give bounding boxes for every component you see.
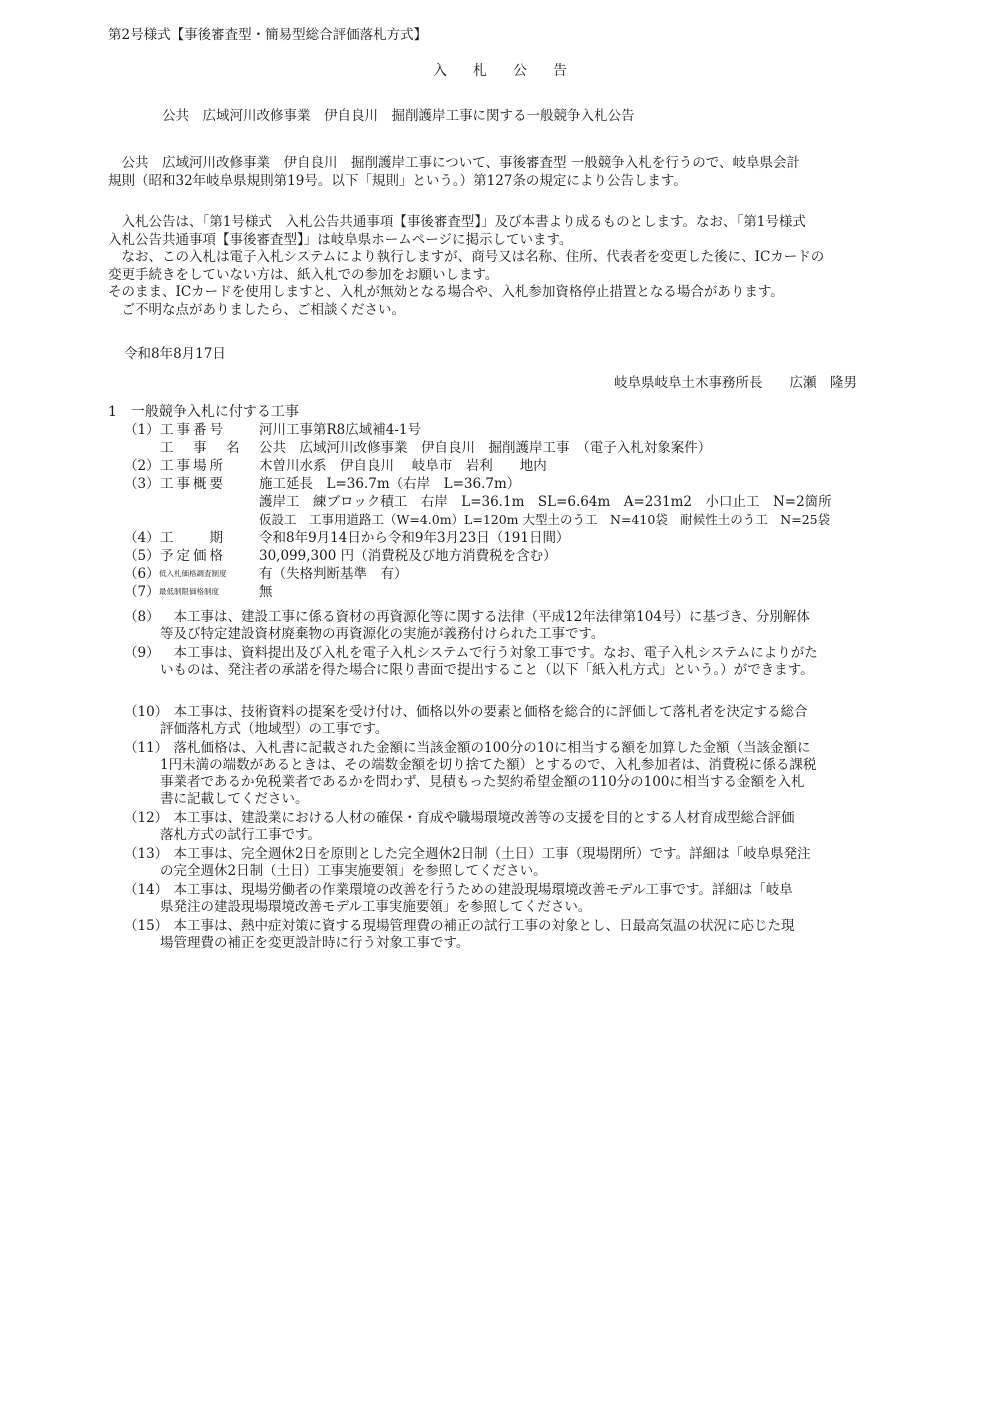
long-item-11 xyxy=(108,740,908,808)
item-line: 県発注の建設現場環境改善モデル工事実施要領」を参照してください。 xyxy=(160,899,592,915)
long-item-15 xyxy=(108,918,908,952)
item-number: （4） xyxy=(124,530,160,546)
item-line: 評価落札方式（地域型）の工事です。 xyxy=(160,721,389,737)
item-value: 公共 広域河川改修事業 伊自良川 掘削護岸工事 （電子入札対象案件） xyxy=(259,440,712,456)
long-item-list xyxy=(108,609,908,952)
item-1-name xyxy=(108,439,908,457)
item-line: いものは、発注者の承諾を得た場合に限り書面で提出すること（以下「紙入札方式」という。）ができます。 xyxy=(160,662,814,678)
item-value: 河川工事第R8広域補4-1号 xyxy=(259,422,421,438)
document-subtitle: 公共 広域河川改修事業 伊自良川 掘削護岸工事に関する一般競争入札公告 xyxy=(162,108,635,124)
item-value: 護岸工 練ブロック積工 右岸 L=36.1m SL=6.64m A=231m2 小口止工 N=2箇所 xyxy=(259,494,832,510)
item-number: （2） xyxy=(124,458,160,474)
item-value: 仮設工 工事用道路工（W=4.0m）L=120m 大型土のう工 N=410袋 耐候性土のう工 N=25袋 xyxy=(259,512,831,527)
item-label: 予定価格 xyxy=(160,548,226,564)
notice-line: ご不明な点がありましたら、ご相談ください。 xyxy=(108,301,405,318)
item-1 xyxy=(108,421,908,439)
item-line: 本工事は、資料提出及び入札を電子入札システムで行う対象工事です。なお、電子入札システムによりがた xyxy=(160,645,818,661)
item-line: 落札方式の試行工事です。 xyxy=(160,827,321,843)
item-line: 書に記載してください。 xyxy=(160,791,309,807)
long-item-13 xyxy=(108,846,908,880)
notice-line: なお、この入札は電子入札システムにより執行しますが、商号又は名称、住所、代表者を変更した後に、ICカードの xyxy=(108,249,825,265)
item-label: 工事番号 xyxy=(160,422,226,438)
item-line: の完全週休2日制（土日）工事実施要領」を参照してください。 xyxy=(160,863,547,879)
item-value: 30,099,300 円（消費税及び地方消費税を含む） xyxy=(259,548,557,564)
item-number: （13） xyxy=(124,846,169,862)
long-item-12 xyxy=(108,810,908,844)
item-number: （12） xyxy=(124,810,169,826)
item-line: 事業者であるか免税業者であるかを問わず、見積もった契約希望金額の110分の100に相当する金額を入札 xyxy=(160,774,805,790)
item-label: 工 期 xyxy=(160,530,226,546)
item-value: 施工延長 L=36.7m（右岸 L=36.7m） xyxy=(259,476,521,492)
item-label: 工事概要 xyxy=(160,476,226,492)
intro-line: 公共 広域河川改修事業 伊自良川 掘削護岸工事について、事後審査型 一般競争入札を行うので、岐阜県会計 xyxy=(108,155,800,171)
item-list xyxy=(108,421,908,601)
item-label: 工事場所 xyxy=(160,458,226,474)
notice-line: 入札公告は、「第1号様式 入札公告共通事項【事後審査型】」及び本書より成るものとします。なお、「第1号様式 xyxy=(108,214,806,230)
item-4 xyxy=(108,529,908,547)
item-line: 落札価格は、入札書に記載された金額に当該金額の100分の10に相当する額を加算した金額（当該金額に xyxy=(160,740,811,756)
item-line: 本工事は、完全週休2日を原則とした完全週休2日制（土日）工事（現場閉所）です。詳細は「岐阜県発注 xyxy=(160,846,811,862)
item-line: 本工事は、建設業における人材の確保・育成や職場環境改善等の支援を目的とする人材育成型総合評価 xyxy=(160,810,795,826)
item-value: 無 xyxy=(259,584,273,600)
section-1-title: 1 一般競争入札に付する工事 xyxy=(108,404,299,420)
item-line: 等及び特定建設資材廃棄物の再資源化の実施が義務付けられた工事です。 xyxy=(160,626,605,642)
long-item-8 xyxy=(108,609,908,643)
item-line: 本工事は、技術資料の提案を受け付け、価格以外の要素と価格を総合的に評価して落札者を決定する総合 xyxy=(160,704,808,720)
item-3-detail xyxy=(108,493,908,511)
intro-paragraph xyxy=(108,155,908,190)
item-number: （14） xyxy=(124,882,169,898)
item-number: （6） xyxy=(124,566,160,582)
long-item-9 xyxy=(108,645,908,679)
item-label: 低入札価格調査制度 xyxy=(159,569,227,578)
item-value: 木曽川水系 伊自良川 岐阜市 岩利 地内 xyxy=(259,458,547,474)
item-number: （5） xyxy=(124,548,160,564)
item-5 xyxy=(108,547,908,565)
long-item-10 xyxy=(108,704,908,738)
item-line: 場管理費の補正を変更設計時に行う対象工事です。 xyxy=(160,935,470,951)
item-label: 工 事 名 xyxy=(160,440,243,456)
item-label: 最低制限価格制度 xyxy=(159,587,219,596)
item-6 xyxy=(108,565,908,583)
item-number: （15） xyxy=(124,918,169,934)
notice-line: 変更手続きをしていない方は、紙入札での参加をお願いします。 xyxy=(108,266,499,283)
item-number: （7） xyxy=(124,584,160,600)
form-label: 第2号様式【事後審査型・簡易型総合評価落札方式】 xyxy=(108,27,428,43)
signer: 岐阜県岐阜土木事務所長 広瀬 隆男 xyxy=(614,375,857,391)
item-number: （11） xyxy=(124,740,169,756)
item-number: （10） xyxy=(124,704,169,720)
item-number: （9） xyxy=(124,645,160,661)
intro-line: 規則（昭和32年岐阜県規則第19号。以下「規則」という。）第127条の規定により公告します。 xyxy=(108,172,687,189)
item-number: （3） xyxy=(124,476,160,492)
item-3 xyxy=(108,475,908,493)
item-value: 有（失格判断基準 有） xyxy=(259,566,408,582)
document-title: 入札公告 xyxy=(433,63,593,79)
item-line: 本工事は、熱中症対策に資する現場管理費の補正の試行工事の対象とし、日最高気温の状況に応じた現 xyxy=(160,918,795,934)
item-line: 1円未満の端数があるときは、その端数金額を切り捨てた額）とするので、入札参加者は、消費税に係る課税 xyxy=(160,757,817,773)
item-line: 本工事は、建設工事に係る資材の再資源化等に関する法律（平成12年法律第104号）に基づき、分別解体 xyxy=(160,609,810,625)
notice-paragraph xyxy=(108,214,908,319)
long-item-14 xyxy=(108,882,908,916)
item-value: 令和8年9月14日から令和9年3月23日（191日間） xyxy=(259,530,570,546)
item-number: （8） xyxy=(124,609,160,625)
item-number: （1） xyxy=(124,422,160,438)
notice-line: 入札公告共通事項【事後審査型】」は岐阜県ホームページに掲示しています。 xyxy=(108,231,573,248)
item-line: 本工事は、現場労働者の作業環境の改善を行うための建設現場環境改善モデル工事です。詳細は「岐阜 xyxy=(160,882,793,898)
item-3-detail xyxy=(108,511,908,529)
notice-line: そのまま、ICカードを使用しますと、入札が無効となる場合や、入札参加資格停止措置となる場合があります。 xyxy=(108,284,784,300)
notice-date: 令和8年8月17日 xyxy=(124,346,226,362)
item-7 xyxy=(108,583,908,601)
item-2 xyxy=(108,457,908,475)
